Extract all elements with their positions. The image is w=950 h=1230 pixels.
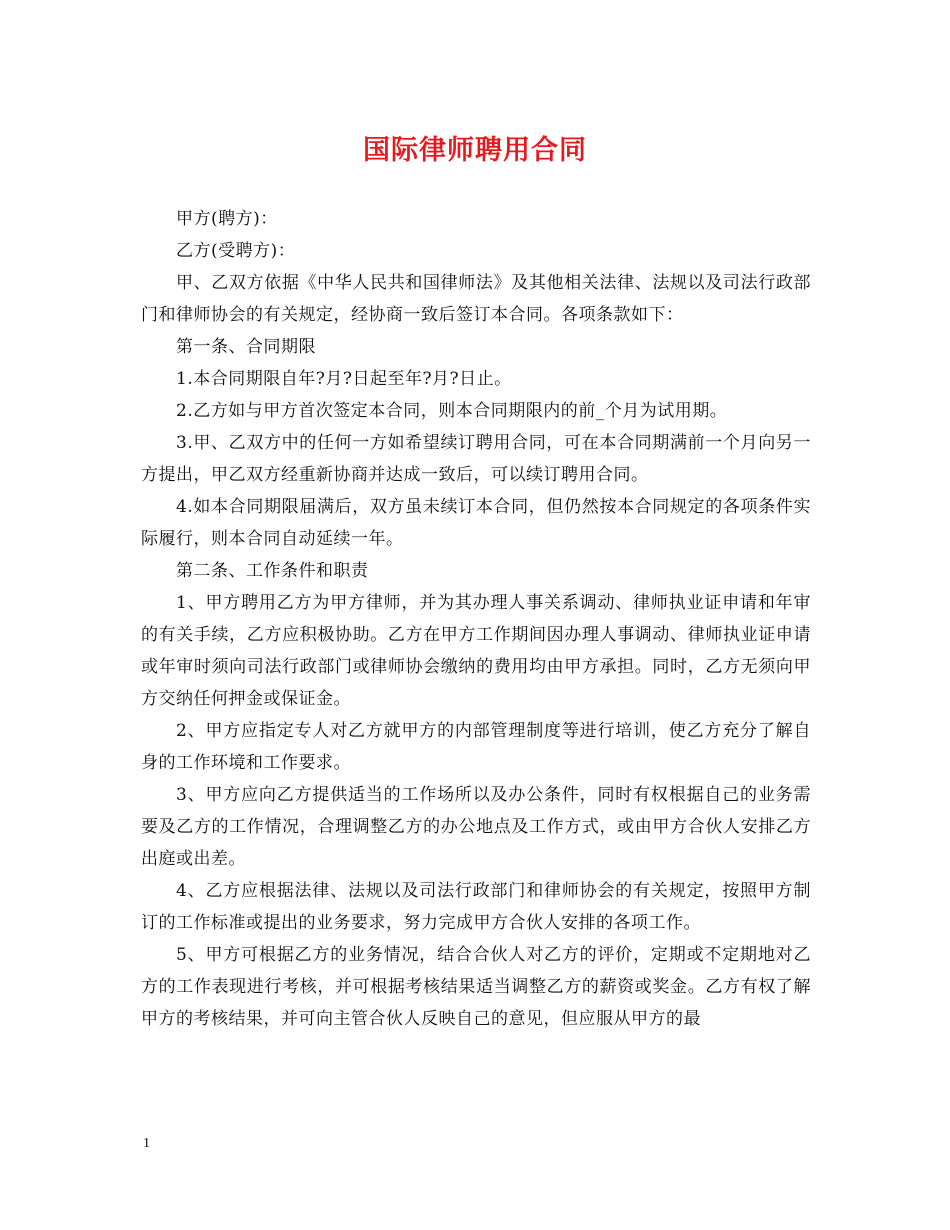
paragraph-party-b: 乙方(受聘方)： [176, 241, 296, 261]
page-number: 1 [143, 1136, 150, 1151]
document-body [141, 203, 811, 1035]
paragraph-party-a: 甲方(聘方)： [176, 209, 278, 229]
section-heading-term: 第一条、合同期限 [176, 337, 316, 357]
clause-1-1: 1.本合同期限自年?月?日起至年?月?日止。 [176, 369, 512, 389]
clause-2-5: 5、甲方可根据乙方的业务情况，结合合伙人对乙方的评价，定期或不定期地对乙方的工作表现进行考核，并可根据考核结果适当调整乙方的薪资或奖金。乙方有权了解甲方的考核结果，并可向主管合伙人反映自己的意见，但应服从甲方的最 [141, 945, 811, 1029]
clause-1-4: 4.如本合同期限届满后，双方虽未续订本合同，但仍然按本合同规定的各项条件实际履行，则本合同自动延续一年。 [141, 497, 811, 549]
clause-2-3: 3、甲方应向乙方提供适当的工作场所以及办公条件，同时有权根据自己的业务需要及乙方的工作情况，合理调整乙方的办公地点及工作方式，或由甲方合伙人安排乙方出庭或出差。 [141, 785, 811, 869]
clause-2-1: 1、甲方聘用乙方为甲方律师，并为其办理人事关系调动、律师执业证申请和年审的有关手续，乙方应积极协助。乙方在甲方工作期间因办理人事调动、律师执业证申请或年审时须向司法行政部门或律师协会缴纳的费用均由甲方承担。同时，乙方无须向甲方交纳任何押金或保证金。 [141, 593, 811, 709]
clause-2-2: 2、甲方应指定专人对乙方就甲方的内部管理制度等进行培训，使乙方充分了解自身的工作环境和工作要求。 [141, 721, 811, 773]
clause-2-4: 4、乙方应根据法律、法规以及司法行政部门和律师协会的有关规定，按照甲方制订的工作标准或提出的业务要求，努力完成甲方合伙人安排的各项工作。 [141, 881, 811, 933]
clause-1-2: 2.乙方如与甲方首次签定本合同，则本合同期限内的前_个月为试用期。 [176, 401, 728, 421]
document-title: 国际律师聘用合同 [363, 135, 587, 166]
paragraph-preamble: 甲、乙双方依据《中华人民共和国律师法》及其他相关法律、法规以及司法行政部门和律师协会的有关规定，经协商一致后签订本合同。各项条款如下： [141, 273, 811, 325]
section-heading-duties: 第二条、工作条件和职责 [176, 561, 369, 581]
clause-1-3: 3.甲、乙双方中的任何一方如希望续订聘用合同，可在本合同期满前一个月向另一方提出，甲乙双方经重新协商并达成一致后，可以续订聘用合同。 [141, 433, 811, 485]
